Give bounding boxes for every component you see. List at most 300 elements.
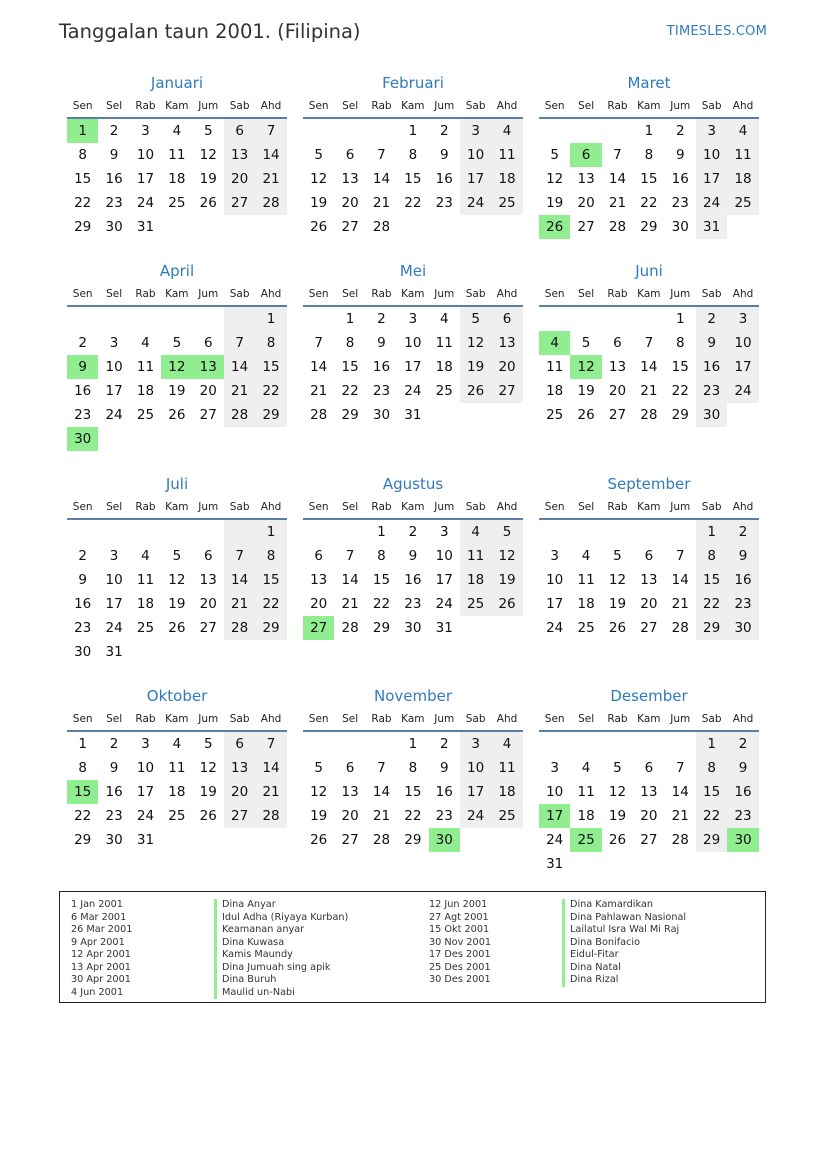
weekday-label: Sab <box>229 713 250 725</box>
empty-day-cell <box>539 307 570 331</box>
day-cell: 8 <box>377 548 386 564</box>
weekday-label: Sen <box>308 100 329 112</box>
day-cell: 24 <box>136 808 155 824</box>
day-cell: 5 <box>613 760 622 776</box>
day-cell: 10 <box>136 760 155 776</box>
day-cell: 8 <box>644 147 654 163</box>
day-cell: 5 <box>491 520 522 544</box>
month-name: Juni <box>635 262 663 280</box>
day-cell: 21 <box>640 383 658 399</box>
day-cell: 20 <box>577 195 595 211</box>
day-cell: 6 <box>345 147 355 163</box>
day-cell: 3 <box>460 119 491 143</box>
month-name: Februari <box>382 74 444 92</box>
day-cell: 17 <box>136 784 155 800</box>
weekday-label: Sen <box>72 100 93 112</box>
day-cell: 7 <box>224 331 255 355</box>
holiday-legend <box>59 891 766 1003</box>
month-name: September <box>607 475 691 493</box>
day-grid <box>539 732 759 876</box>
day-cell: 18 <box>435 359 453 375</box>
weekday-label: Sen <box>72 501 93 513</box>
day-cell: 23 <box>435 195 453 211</box>
day-cell: 29 <box>372 620 391 636</box>
day-cell: 16 <box>105 784 123 800</box>
day-cell: 8 <box>255 331 286 355</box>
day-cell: 28 <box>224 616 255 640</box>
day-cell: 11 <box>727 143 758 167</box>
day-cell: 29 <box>74 219 92 235</box>
empty-day-cell <box>539 520 570 544</box>
weekday-label: Ahd <box>732 501 754 513</box>
day-cell: 25 <box>435 383 453 399</box>
day-cell: 6 <box>345 760 355 776</box>
day-cell: 20 <box>341 195 359 211</box>
day-cell: 13 <box>608 359 627 375</box>
empty-day-cell <box>366 119 397 143</box>
day-cell: 31 <box>696 215 727 239</box>
day-cell: 2 <box>408 524 418 540</box>
day-cell: 19 <box>546 195 564 211</box>
day-cell: 13 <box>199 572 217 588</box>
day-cell: 6 <box>644 760 654 776</box>
day-cell: 15 <box>696 780 727 804</box>
weekday-label: Sel <box>578 713 595 725</box>
day-cell: 5 <box>581 335 591 351</box>
day-cell: 22 <box>74 808 92 824</box>
day-cell: 16 <box>727 780 758 804</box>
day-cell: 10 <box>435 548 453 564</box>
day-cell: 8 <box>696 756 727 780</box>
day-cell: 29 <box>74 832 92 848</box>
day-cell: 2 <box>377 311 386 327</box>
day-cell: 4 <box>581 760 591 776</box>
day-cell: 21 <box>608 195 627 211</box>
day-cell: 31 <box>136 832 155 848</box>
month-maret <box>539 71 759 239</box>
weekday-label: Sen <box>544 713 565 725</box>
day-cell: 27 <box>199 620 217 636</box>
weekday-label: Kam <box>637 713 661 725</box>
day-cell: 11 <box>491 143 522 167</box>
day-cell: 9 <box>696 331 727 355</box>
weekday-label: Kam <box>401 501 425 513</box>
empty-day-cell <box>67 307 98 331</box>
day-cell: 13 <box>491 331 522 355</box>
day-cell: 30 <box>372 407 391 423</box>
day-cell: 4 <box>439 311 449 327</box>
day-cell: 20 <box>310 596 328 612</box>
day-cell: 14 <box>640 359 658 375</box>
month-name: Oktober <box>146 687 208 705</box>
weekday-label: Rab <box>607 501 628 513</box>
day-cell: 7 <box>345 548 355 564</box>
day-cell: 2 <box>78 335 87 351</box>
day-cell: 24 <box>727 379 758 403</box>
day-cell: 30 <box>404 620 422 636</box>
site-link[interactable]: TIMESLES.COM <box>666 24 767 39</box>
day-grid <box>303 520 523 640</box>
day-grid <box>539 119 759 239</box>
day-cell: 10 <box>404 335 422 351</box>
day-cell: 29 <box>671 407 689 423</box>
day-cell: 10 <box>546 784 564 800</box>
empty-day-cell <box>570 307 601 331</box>
holiday-day-cell: 6 <box>570 143 601 167</box>
day-cell: 25 <box>546 407 564 423</box>
day-cell: 16 <box>372 359 391 375</box>
empty-day-cell <box>161 520 192 544</box>
day-cell: 17 <box>460 780 491 804</box>
day-cell: 4 <box>460 520 491 544</box>
weekday-label: Sab <box>465 501 486 513</box>
month-name: Desember <box>610 687 688 705</box>
legend-holiday-name: Keamanan anyar <box>214 924 348 937</box>
month-januari <box>67 71 287 239</box>
day-cell: 31 <box>136 219 155 235</box>
empty-day-cell <box>98 520 129 544</box>
month-desember <box>539 684 759 876</box>
day-cell: 22 <box>341 383 359 399</box>
day-cell: 24 <box>136 195 155 211</box>
weekday-label: Sel <box>106 288 123 300</box>
day-cell: 12 <box>310 784 328 800</box>
legend-holiday-name: Idul Adha (Riyaya Kurban) <box>214 912 348 925</box>
day-cell: 19 <box>460 355 491 379</box>
day-cell: 4 <box>141 548 150 564</box>
day-cell: 28 <box>224 403 255 427</box>
day-cell: 9 <box>675 147 685 163</box>
day-grid <box>67 520 287 664</box>
weekday-label: Kam <box>401 288 425 300</box>
day-cell: 3 <box>109 335 119 351</box>
day-cell: 21 <box>671 596 689 612</box>
legend-holiday-date: 17 Des 2001 <box>429 949 491 960</box>
day-grid <box>303 732 523 852</box>
weekday-label: Rab <box>135 501 156 513</box>
day-cell: 28 <box>255 804 286 828</box>
weekday-label: Ahd <box>260 713 282 725</box>
weekday-header <box>539 283 759 307</box>
day-cell: 19 <box>199 171 217 187</box>
legend-holiday-name: Dina Rizal <box>562 974 686 987</box>
day-cell: 8 <box>408 760 418 776</box>
day-cell: 6 <box>491 307 522 331</box>
empty-day-cell <box>602 520 633 544</box>
weekday-header <box>303 283 523 307</box>
day-cell: 25 <box>168 808 186 824</box>
empty-day-cell <box>539 119 570 143</box>
day-cell: 7 <box>377 147 386 163</box>
weekday-label: Kam <box>401 100 425 112</box>
month-februari <box>303 71 523 239</box>
day-cell: 31 <box>105 644 123 660</box>
month-name: Maret <box>627 74 671 92</box>
weekday-label: Ahd <box>732 288 754 300</box>
month-september <box>539 472 759 640</box>
day-cell: 5 <box>314 147 323 163</box>
day-cell: 8 <box>78 147 87 163</box>
month-mei <box>303 259 523 427</box>
day-cell: 12 <box>608 784 627 800</box>
day-cell: 28 <box>608 219 627 235</box>
day-cell: 12 <box>199 147 217 163</box>
day-cell: 8 <box>345 335 355 351</box>
day-cell: 25 <box>491 191 522 215</box>
day-cell: 28 <box>255 191 286 215</box>
day-cell: 17 <box>435 572 453 588</box>
empty-day-cell <box>303 307 334 331</box>
day-cell: 15 <box>341 359 359 375</box>
day-cell: 15 <box>404 784 422 800</box>
holiday-day-cell: 26 <box>539 215 570 239</box>
weekday-header <box>539 95 759 119</box>
day-cell: 6 <box>203 335 213 351</box>
day-cell: 2 <box>439 123 449 139</box>
day-cell: 10 <box>460 756 491 780</box>
day-cell: 25 <box>168 195 186 211</box>
day-cell: 5 <box>203 736 213 752</box>
day-cell: 15 <box>640 171 658 187</box>
empty-day-cell <box>224 307 255 331</box>
day-cell: 10 <box>546 572 564 588</box>
weekday-label: Jum <box>434 288 455 300</box>
day-cell: 22 <box>372 596 391 612</box>
legend-names-col-1 <box>214 899 348 999</box>
day-cell: 14 <box>341 572 359 588</box>
month-name: Mei <box>399 262 427 280</box>
legend-holiday-date: 13 Apr 2001 <box>71 961 131 973</box>
legend-holiday-date: 25 Des 2001 <box>429 961 491 973</box>
day-cell: 15 <box>255 355 286 379</box>
day-cell: 6 <box>224 119 255 143</box>
day-cell: 3 <box>550 760 559 776</box>
weekday-label: Jum <box>198 288 219 300</box>
weekday-header <box>67 708 287 732</box>
weekday-label: Rab <box>371 713 392 725</box>
month-juli <box>67 472 287 664</box>
weekday-label: Jum <box>434 501 455 513</box>
legend-holiday-name: Dina Kamardikan <box>562 899 686 912</box>
weekday-header <box>539 496 759 520</box>
day-cell: 23 <box>404 596 422 612</box>
day-cell: 18 <box>136 383 155 399</box>
day-cell: 27 <box>640 620 658 636</box>
day-cell: 4 <box>141 335 150 351</box>
day-cell: 2 <box>727 520 758 544</box>
weekday-label: Sen <box>544 288 565 300</box>
weekday-label: Sel <box>578 501 595 513</box>
day-cell: 24 <box>460 191 491 215</box>
day-cell: 30 <box>696 403 727 427</box>
day-cell: 1 <box>78 736 87 752</box>
day-cell: 26 <box>199 808 217 824</box>
day-cell: 11 <box>491 756 522 780</box>
weekday-label: Rab <box>135 713 156 725</box>
day-cell: 20 <box>341 808 359 824</box>
day-cell: 29 <box>640 219 658 235</box>
day-cell: 11 <box>136 359 155 375</box>
weekday-label: Sab <box>229 100 250 112</box>
month-name: Januari <box>150 74 204 92</box>
empty-day-cell <box>334 520 365 544</box>
day-cell: 14 <box>224 355 255 379</box>
day-grid <box>303 307 523 427</box>
day-cell: 7 <box>613 147 622 163</box>
day-cell: 1 <box>408 736 418 752</box>
month-april <box>67 259 287 451</box>
day-cell: 4 <box>727 119 758 143</box>
day-cell: 6 <box>224 732 255 756</box>
day-cell: 7 <box>675 548 685 564</box>
day-cell: 18 <box>168 171 186 187</box>
weekday-label: Sab <box>229 288 250 300</box>
day-cell: 27 <box>608 407 627 423</box>
day-cell: 25 <box>460 592 491 616</box>
day-cell: 6 <box>314 548 323 564</box>
day-cell: 11 <box>136 572 155 588</box>
day-cell: 26 <box>310 219 328 235</box>
day-cell: 24 <box>435 596 453 612</box>
holiday-day-cell: 27 <box>303 616 334 640</box>
day-cell: 25 <box>577 620 595 636</box>
day-cell: 22 <box>74 195 92 211</box>
weekday-label: Ahd <box>732 100 754 112</box>
weekday-label: Rab <box>371 288 392 300</box>
day-cell: 27 <box>577 219 595 235</box>
empty-day-cell <box>303 119 334 143</box>
day-cell: 1 <box>255 307 286 331</box>
legend-holiday-name: Dina Natal <box>562 962 686 975</box>
day-cell: 19 <box>168 596 186 612</box>
holiday-day-cell: 12 <box>161 355 192 379</box>
day-cell: 26 <box>199 195 217 211</box>
weekday-label: Sel <box>106 501 123 513</box>
day-cell: 22 <box>404 195 422 211</box>
day-cell: 2 <box>696 307 727 331</box>
day-cell: 16 <box>435 784 453 800</box>
day-cell: 9 <box>109 760 119 776</box>
day-cell: 27 <box>199 407 217 423</box>
holiday-day-cell: 25 <box>570 828 601 852</box>
legend-holiday-date: 30 Nov 2001 <box>429 936 492 948</box>
weekday-label: Sel <box>342 501 359 513</box>
day-cell: 18 <box>168 784 186 800</box>
day-cell: 10 <box>105 572 123 588</box>
day-grid <box>67 732 287 852</box>
weekday-label: Sel <box>342 100 359 112</box>
empty-day-cell <box>130 307 161 331</box>
legend-dates-col-1 <box>71 899 132 999</box>
month-name: Juli <box>165 475 189 493</box>
day-cell: 8 <box>408 147 418 163</box>
day-cell: 26 <box>168 620 186 636</box>
day-cell: 1 <box>408 123 418 139</box>
weekday-label: Jum <box>670 288 691 300</box>
month-name: April <box>159 262 195 280</box>
empty-day-cell <box>334 119 365 143</box>
empty-day-cell <box>98 307 129 331</box>
weekday-label: Sen <box>72 288 93 300</box>
weekday-label: Jum <box>670 713 691 725</box>
empty-day-cell <box>570 119 601 143</box>
day-cell: 22 <box>640 195 658 211</box>
day-cell: 23 <box>696 379 727 403</box>
weekday-label: Kam <box>165 100 189 112</box>
weekday-label: Kam <box>165 288 189 300</box>
day-cell: 28 <box>341 620 359 636</box>
day-cell: 4 <box>581 548 591 564</box>
day-cell: 13 <box>640 572 658 588</box>
legend-holiday-date: 1 Jan 2001 <box>71 899 123 910</box>
day-cell: 18 <box>546 383 564 399</box>
holiday-day-cell: 17 <box>539 804 570 828</box>
day-cell: 15 <box>696 568 727 592</box>
weekday-label: Kam <box>637 288 661 300</box>
day-cell: 5 <box>172 335 182 351</box>
day-cell: 11 <box>577 572 595 588</box>
day-cell: 23 <box>727 592 758 616</box>
day-cell: 13 <box>310 572 328 588</box>
empty-day-cell <box>633 307 664 331</box>
empty-day-cell <box>633 520 664 544</box>
day-cell: 8 <box>255 544 286 568</box>
legend-holiday-date: 4 Jun 2001 <box>71 986 124 998</box>
day-cell: 19 <box>608 808 627 824</box>
day-cell: 20 <box>224 167 255 191</box>
day-cell: 9 <box>727 756 758 780</box>
weekday-label: Sab <box>465 713 486 725</box>
month-juni <box>539 259 759 427</box>
holiday-day-cell: 9 <box>67 355 98 379</box>
day-cell: 26 <box>577 407 595 423</box>
weekday-label: Rab <box>371 100 392 112</box>
day-cell: 11 <box>546 359 564 375</box>
weekday-label: Sen <box>544 501 565 513</box>
day-cell: 10 <box>136 147 155 163</box>
legend-holiday-name: Eidul-Fitar <box>562 949 686 962</box>
day-cell: 2 <box>439 736 449 752</box>
weekday-label: Jum <box>670 501 691 513</box>
day-cell: 13 <box>341 784 359 800</box>
day-cell: 17 <box>546 596 564 612</box>
day-cell: 7 <box>644 335 654 351</box>
day-cell: 26 <box>460 379 491 403</box>
holiday-day-cell: 4 <box>539 331 570 355</box>
legend-holiday-name: Maulid un-Nabi <box>214 987 348 1000</box>
day-cell: 20 <box>491 355 522 379</box>
day-cell: 31 <box>404 407 422 423</box>
empty-day-cell <box>570 520 601 544</box>
day-cell: 29 <box>696 616 727 640</box>
day-cell: 3 <box>696 119 727 143</box>
day-cell: 9 <box>408 548 418 564</box>
day-cell: 9 <box>727 544 758 568</box>
legend-holiday-date: 30 Des 2001 <box>429 974 491 985</box>
day-cell: 18 <box>577 596 595 612</box>
day-cell: 10 <box>460 143 491 167</box>
legend-holiday-name: Lailatul Isra Wal Mi Raj <box>562 924 686 937</box>
weekday-label: Ahd <box>496 288 518 300</box>
day-cell: 11 <box>460 544 491 568</box>
legend-holiday-date: 26 Mar 2001 <box>71 924 133 935</box>
day-cell: 17 <box>136 171 155 187</box>
day-cell: 30 <box>74 644 92 660</box>
weekday-label: Ahd <box>732 713 754 725</box>
day-cell: 9 <box>439 760 449 776</box>
weekday-label: Sab <box>229 501 250 513</box>
day-cell: 2 <box>109 736 119 752</box>
